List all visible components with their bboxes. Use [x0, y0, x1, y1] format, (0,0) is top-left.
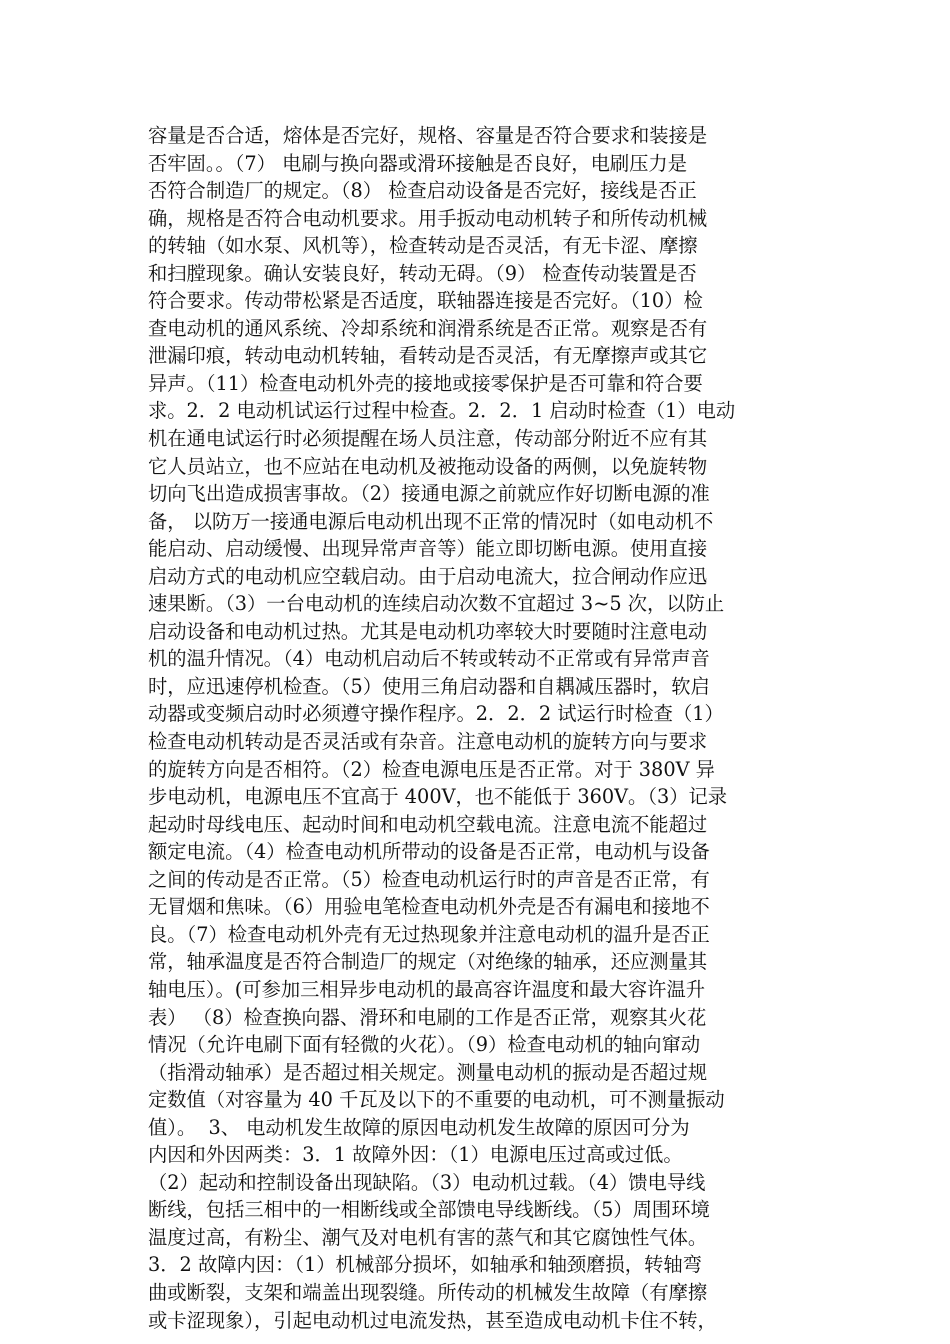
text-line: 速果断。（3）一台电动机的连续启动次数不宜超过 3~5 次，以防止	[148, 592, 725, 616]
text-line: 求。2．2 电动机试运行过程中检查。2．2．1 启动时检查（1）电动	[148, 399, 736, 423]
text-line: 它人员站立，也不应站在电动机及被拖动设备的两侧，以免旋转物	[148, 454, 708, 478]
text-line: 3．2 故障内因：（1）机械部分损坏，如轴承和轴颈磨损，转轴弯	[148, 1253, 702, 1277]
text-line: 否牢固。。（7） 电刷与换向器或滑环接触是否良好，电刷压力是	[148, 151, 687, 175]
text-line: 定数值（对容量为 40 千瓦及以下的不重要的电动机，可不测量振动	[148, 1088, 725, 1112]
text-line: 或卡涩现象），引起电动机过电流发热，甚至造成电动机卡住不转，	[148, 1308, 717, 1332]
text-line: 内因和外因两类：3．1 故障外因：（1）电源电压过高或过低。	[148, 1143, 683, 1167]
text-line: 机在通电试运行时必须提醒在场人员注意，传动部分附近不应有其	[148, 427, 708, 451]
text-line: （指滑动轴承）是否超过相关规定。测量电动机的振动是否超过规	[148, 1060, 708, 1084]
text-line: 情况（允许电刷下面有轻微的火花）。（9）检查电动机的轴向窜动	[148, 1033, 701, 1057]
text-line: 否符合制造厂的规定。（8） 检查启动设备是否完好，接线是否正	[148, 179, 697, 203]
text-line: 和扫膛现象。确认安装良好，转动无碍。（9） 检查传动装置是否	[148, 261, 697, 285]
text-line: （2）起动和控制设备出现缺陷。（3）电动机过载。（4）馈电导线	[148, 1170, 706, 1194]
text-line: 启动设备和电动机过热。尤其是电动机功率较大时要随时注意电动	[148, 619, 708, 643]
text-line: 起动时母线电压、起动时间和电动机空载电流。注意电流不能超过	[148, 812, 708, 836]
text-line: 备， 以防万一接通电源后电动机出现不正常的情况时（如电动机不	[148, 509, 714, 533]
text-line: 轴电压）。(可参加三相异步电动机的最高容许温度和最大容许温升	[148, 977, 706, 1001]
text-line: 的旋转方向是否相符。（2）检查电源电压是否正常。对于 380V 异	[148, 757, 715, 781]
text-line: 的转轴（如水泵、风机等），检查转动是否灵活，有无卡涩、摩擦	[148, 234, 698, 258]
text-line: 时，应迅速停机检查。（5）使用三角启动器和自耦减压器时，软启	[148, 674, 710, 698]
text-line: 动器或变频启动时必须遵守操作程序。2．2．2 试运行时检查（1）	[148, 702, 724, 726]
text-line: 温度过高，有粉尘、潮气及对电机有害的蒸气和其它腐蚀性气体。	[148, 1225, 708, 1249]
text-line: 之间的传动是否正常。（5）检查电动机运行时的声音是否正常，有	[148, 867, 710, 891]
text-line: 容量是否合适，熔体是否完好，规格、容量是否符合要求和装接是	[148, 124, 708, 147]
document-body	[148, 122, 808, 1334]
text-line: 能启动、启动缓慢、出现异常声音等）能立即切断电源。使用直接	[148, 537, 708, 561]
text-line: 切向飞出造成损害事故。（2）接通电源之前就应作好切断电源的准	[148, 482, 710, 506]
text-line: 额定电流。（4）检查电动机所带动的设备是否正常，电动机与设备	[148, 840, 710, 864]
text-line: 查电动机的通风系统、冷却系统和润滑系统是否正常。观察是否有	[148, 316, 708, 340]
text-line: 值）。 3、 电动机发生故障的原因电动机发生故障的原因可分为	[148, 1115, 690, 1139]
text-line: 无冒烟和焦味。（6）用验电笔检查电动机外壳是否有漏电和接地不	[148, 895, 710, 919]
text-line: 良。（7）检查电动机外壳有无过热现象并注意电动机的温升是否正	[148, 922, 710, 946]
text-line: 步电动机，电源电压不宜高于 400V，也不能低于 360V。（3）记录	[148, 785, 728, 809]
text-line: 表） （8）检查换向器、滑环和电刷的工作是否正常，观察其火花	[148, 1005, 707, 1029]
text-line: 启动方式的电动机应空载启动。由于启动电流大，拉合闸动作应迅	[148, 564, 708, 588]
text-line: 机的温升情况。（4）电动机启动后不转或转动不正常或有异常声音	[148, 647, 710, 671]
text-line: 确，规格是否符合电动机要求。用手扳动电动机转子和所传动机械	[148, 206, 708, 230]
text-line: 符合要求。传动带松紧是否适度，联轴器连接是否完好。（10）检	[148, 289, 703, 313]
text-line: 曲或断裂，支架和端盖出现裂缝。所传动的机械发生故障（有摩擦	[148, 1280, 708, 1304]
text-line: 检查电动机转动是否灵活或有杂音。注意电动机的旋转方向与要求	[148, 730, 708, 754]
text-line: 泄漏印痕，转动电动机转轴，看转动是否灵活，有无摩擦声或其它	[148, 344, 708, 368]
text-line: 常，轴承温度是否符合制造厂的规定（对绝缘的轴承，还应测量其	[148, 950, 708, 974]
text-line: 断线，包括三相中的一相断线或全部馈电导线断线。（5）周围环境	[148, 1198, 710, 1222]
text-line: 异声。（11）检查电动机外壳的接地或接零保护是否可靠和符合要	[148, 371, 703, 395]
